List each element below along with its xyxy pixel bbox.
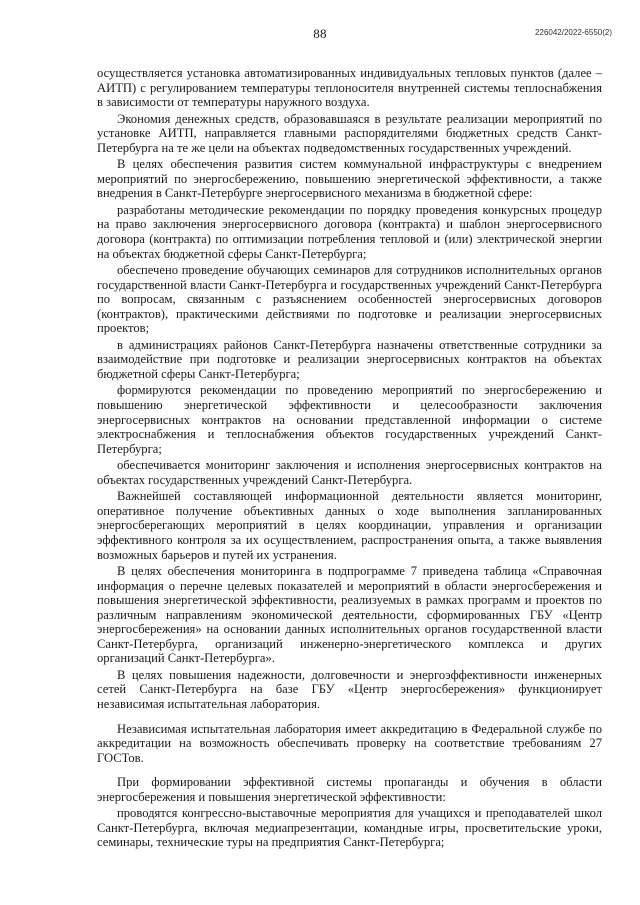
- list-item: формируются рекомендации по проведению мероприятий по энергосбережению и повышению энергетической эффективности и целесообразности заключения энергосервисных контрактов на основании представленной информации о системе электроснабжения и теплоснабжения объектов государственных учреждений Санкт-Петербурга;: [97, 383, 602, 456]
- list-item: обеспечено проведение обучающих семинаров для сотрудников исполнительных органов государственной власти Санкт-Петербурга и государственных учреждений Санкт-Петербурга по вопросам, связанным с разъяснением особенностей энергосервисных договоров (контрактов), практическими действиями по подготовке и реализации энергосервисных проектов;: [97, 263, 602, 336]
- document-id: 226042/2022-6550(2): [535, 28, 612, 37]
- paragraph: Экономия денежных средств, образовавшаяся в результате реализации мероприятий по установке АИТП, направляется главными распорядителями бюджетных средств Санкт-Петербурга на те же цели на объектах подведомственных государственных учреждений.: [97, 111, 602, 155]
- paragraph: осуществляется установка автоматизированных индивидуальных тепловых пунктов (далее – АИТП) с регулированием температуры теплоносителя внутренней системы теплоснабжения в зависимости от температуры наружного воздуха.: [97, 66, 602, 110]
- list-item: в администрациях районов Санкт-Петербурга назначены ответственные сотрудники за взаимодействие при подготовке и реализации энергосервисных контрактов на объектах бюджетной сферы Санкт-Петербурга;: [97, 337, 602, 381]
- paragraph: Независимая испытательная лаборатория имеет аккредитацию в Федеральной службе по аккредитации на возможность обеспечивать проверку на соответствие требованиям 27 ГОСТов.: [97, 721, 602, 765]
- paragraph: В целях повышения надежности, долговечности и энергоэффективности инженерных сетей Санкт-Петербурга на базе ГБУ «Центр энергосбережения» функционирует независимая испытательная лаборатория.: [97, 667, 602, 711]
- paragraph: При формировании эффективной системы пропаганды и обучения в области энергосбережения и повышения энергетической эффективности:: [97, 775, 602, 804]
- list-item: проводятся конгрессно-выставочные мероприятия для учащихся и преподавателей школ Санкт-Петербурга, включая медиапрезентации, командные игры, просветительские уроки, семинары, технические туры на предприятия Санкт-Петербурга;: [97, 806, 602, 850]
- paragraph: В целях обеспечения мониторинга в подпрограмме 7 приведена таблица «Справочная информация о перечне целевых показателей и мероприятий в области энергосбережения и повышения энергетической эффективности, реализуемых в рамках программ и проектов по различным направлениям экономической деятельности, сформированных ГБУ «Центр энергосбережения» на основании данных исполнительных органов государственной власти Санкт-Петербурга, организаций инженерно-энергетического комплекса и других организаций Санкт-Петербурга».: [97, 564, 602, 666]
- list-item: разработаны методические рекомендации по порядку проведения конкурсных процедур на право заключения энергосервисного договора (контракта) и шаблон энергосервисного договора (контракта) по оптимизации потребления тепловой и (или) электрической энергии на объектах бюджетной сферы Санкт-Петербурга;: [97, 202, 602, 261]
- paragraph: В целях обеспечения развития систем коммунальной инфраструктуры с внедрением мероприятий по энергосбережению, повышению энергетической эффективности, а также внедрения в Санкт-Петербурге энергосервисного механизма в бюджетной сфере:: [97, 157, 602, 201]
- document-body: [97, 66, 602, 852]
- list-item: обеспечивается мониторинг заключения и исполнения энергосервисных контрактов на объектах государственных учреждений Санкт-Петербурга.: [97, 458, 602, 487]
- page-number: 88: [313, 26, 327, 41]
- paragraph: Важнейшей составляющей информационной деятельности является мониторинг, оперативное получение объективных данных о ходе выполнения запланированных энергосберегающих мероприятий в целях координации, управления и организации эффективного контроля за их осуществлением, распространения опыта, а также выявления возможных барьеров и путей их устранения.: [97, 489, 602, 562]
